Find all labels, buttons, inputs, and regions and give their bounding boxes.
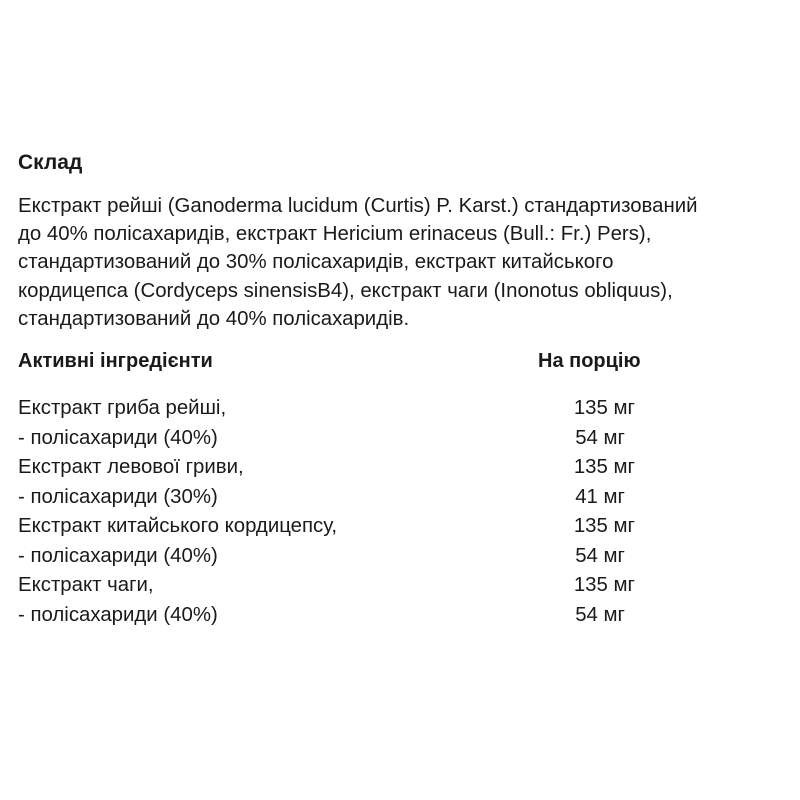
composition-line: до 40% полісахаридів, екстракт Hericium erinaceus (Bull.: Fr.) Pers),: [18, 223, 652, 246]
header-per-serving: На порцію: [538, 350, 641, 372]
table-row: [0, 513, 800, 543]
ingredient-name: Екстракт чаги,: [18, 574, 154, 596]
header-active-ingredients: Активні інгредієнти: [18, 350, 213, 372]
ingredient-amount: 54 мг: [575, 426, 625, 449]
table-row: [0, 395, 800, 425]
composition-paragraph: [18, 192, 698, 333]
composition-title: Склад: [18, 151, 83, 174]
ingredient-amount: 135 мг: [573, 574, 635, 596]
ingredient-amount: 54 мг: [575, 603, 625, 626]
table-row: [0, 572, 800, 602]
ingredient-amount: 135 мг: [573, 515, 635, 537]
table-row: [0, 484, 800, 514]
composition-line: кордицепса (Cordyceps sinensisB4), екстракт чаги (Inonotus obliquus),: [18, 279, 673, 302]
ingredient-name: - полісахариди (40%): [18, 544, 218, 567]
table-row: [0, 602, 800, 632]
table-row: [0, 454, 800, 484]
ingredient-amount: 54 мг: [575, 544, 625, 567]
ingredient-name: - полісахариди (30%): [18, 485, 218, 508]
composition-line: Екстракт рейші (Ganoderma lucidum (Curtis) P. Karst.) стандартизований: [18, 195, 698, 217]
table-row: [0, 543, 800, 573]
ingredient-name: - полісахариди (40%): [18, 426, 218, 449]
ingredients-table-header: [0, 348, 800, 376]
ingredient-name: Екстракт левової гриви,: [18, 456, 244, 478]
table-row: [0, 425, 800, 455]
ingredient-name: Екстракт гриба рейші,: [18, 397, 227, 419]
composition-line: стандартизований до 30% полісахаридів, екстракт китайського: [18, 251, 614, 274]
ingredients-table: [0, 395, 800, 631]
ingredient-name: - полісахариди (40%): [18, 603, 218, 626]
ingredient-amount: 135 мг: [573, 397, 635, 419]
composition-line: стандартизований до 40% полісахаридів.: [18, 307, 410, 330]
ingredient-name: Екстракт китайського кордицепсу,: [18, 515, 338, 537]
ingredient-amount: 135 мг: [573, 456, 635, 478]
ingredient-amount: 41 мг: [575, 485, 625, 508]
